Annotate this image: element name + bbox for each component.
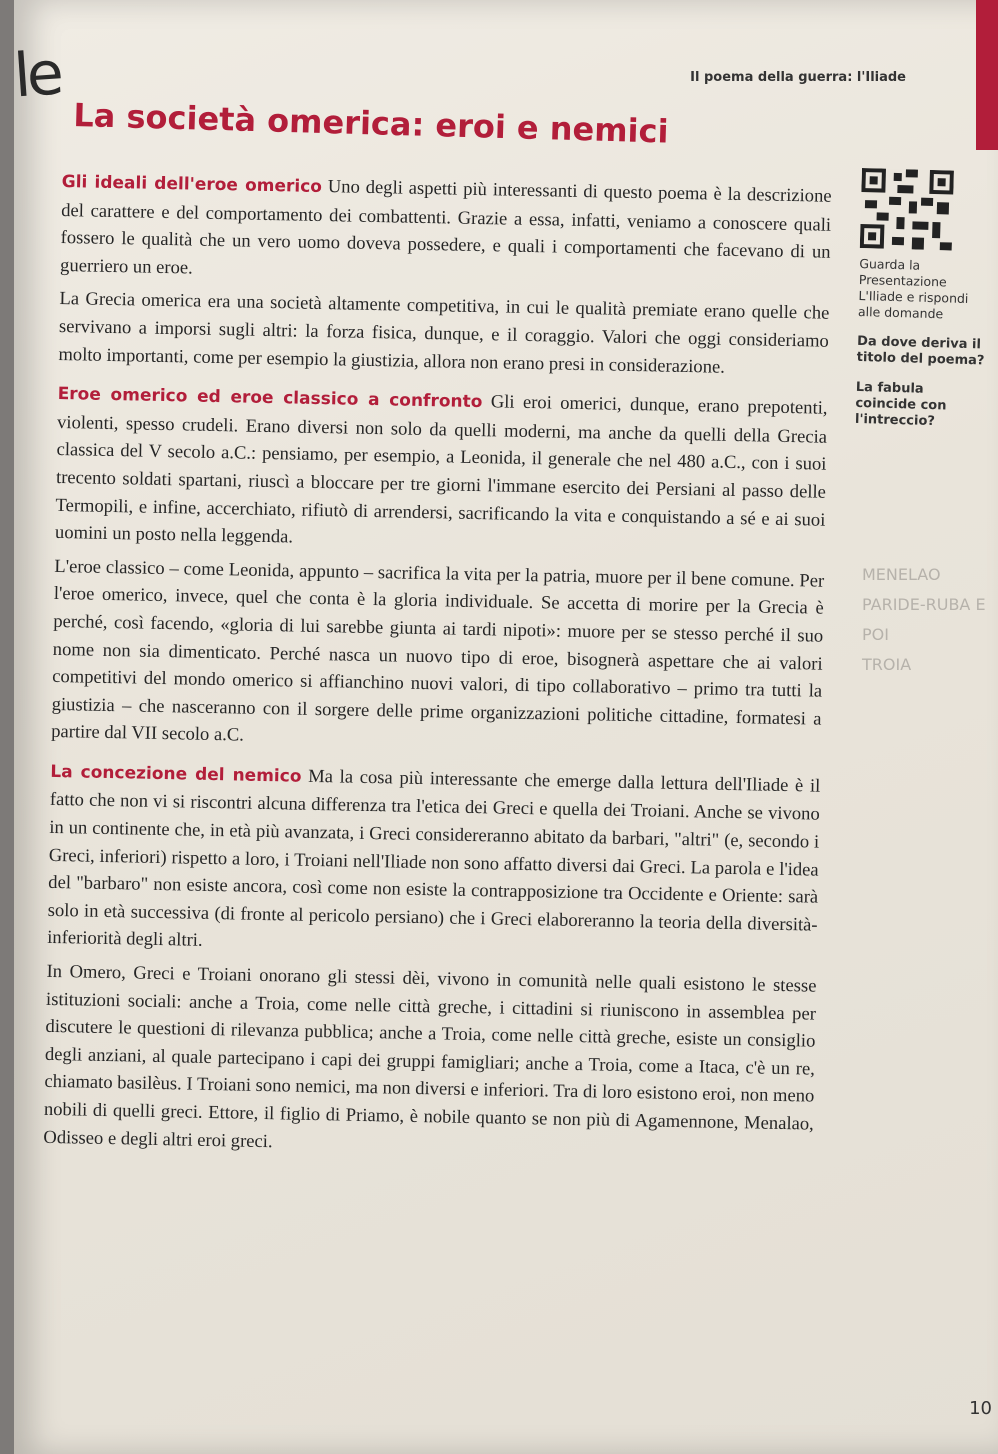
running-header: Il poema della guerra: l'Iliade (690, 70, 906, 85)
page-title: La società omerica: eroi e nemici (72, 96, 670, 151)
paragraph-confronto (55, 380, 828, 561)
paragraph-text: Ma la cosa più interessante che emerge dalla lettura dell'Iliade è il fatto che non vi si riscontri alcuna differenza tra l'etica dei Greci e quella dei Troiani. Anche se vivono in un continente che, in età più avanzata, i Greci considereranno abitato da barbari, "altri" (e, secondo i Greci, inferiori) rispetto a loro, i Troiani nell'Iliade non sono affatto diversi dai Greci. La parola e l'idea del "barbaro" non esiste ancora, così come non esiste la contrapposizione tra Occidente e Oriente: sarà solo in età successiva (di fronte al pericolo persiano) che i Greci elaboreranno la teoria della diversità-inferiorità degli altri. (47, 765, 821, 952)
facing-page-letters: le (11, 38, 62, 112)
paragraph-eroe-classico: L'eroe classico – come Leonida, appunto – sacrifica la vita per la patria, muore per il bene comune. Per l'eroe omerico, invece, quel che conta è la gloria individuale. Se accetta di morire per la Grecia è perché, così facendo, «gloria di lui sarebbe giunta ai tardi nipoti»: muore per se stesso perché il suo nome non sia dimenticato. Perché nasca un nuovo tipo di eroe, bisognerà aspettare che ai valori competitivi del mondo omerico si affianchino nuovi valori, di tipo collaborativo – primo tra tutti la giustizia – che nasceranno con il sorgere delle prime organizzazioni politiche cittadine, formatesi a partire dal VII secolo a.C. (50, 555, 825, 746)
pencil-notes (862, 560, 998, 680)
section-heading: La concezione del nemico (50, 761, 302, 787)
qr-code-icon[interactable] (860, 168, 954, 251)
sidebar-question-2: La fabula coincide con l'intreccio? (854, 379, 947, 430)
pencil-note: TROIA (862, 655, 912, 674)
page-number: 10 (969, 1398, 992, 1419)
qr-code-graphic (860, 168, 954, 251)
book-page (11, 0, 998, 1454)
chapter-color-tab (976, 0, 998, 150)
paragraph-grecia: La Grecia omerica era una società altamente competitiva, in cui le qualità premiate erano quelle che servivano a imporsi sugli altri: la forza fisica, dunque, e il coraggio. Valori che oggi consideriamo molto importanti, come per esempio la giustizia, allora non erano presi in considerazione. (58, 288, 830, 378)
body-text (43, 168, 832, 1172)
paragraph-text: Gli eroi omerici, dunque, erano prepotenti, violenti, spesso crudeli. Erano diversi non solo da quelli moderni, ma anche da quelli della Grecia classica del V secolo a.C.: pensiamo, per esempio, a Leonida, il generale che nel 480 a.C., con i suoi trecento soldati spartani, riuscì a bloccare per tre giorni l'immane esercito dei Persiani al passo delle Termopili, e infine, accerchiato, rifiutò di arrendersi, sacrificando la vita e conquistando a sé e ai suoi uomini un posto nella leggenda. (54, 391, 828, 548)
paragraph-omero: In Omero, Greci e Troiani onorano gli stessi dèi, vivono in comunità nelle quali esistono le stesse istituzioni sociali: anche a Troia, come nelle città greche, i cittadini si riuniscono in assemblea per discutere le questioni di rilevanza pubblica; anche a Troia, come nelle città greche, esiste un consiglio degli anziani, al quale partecipano i capi dei gruppi famigliari; anche a Troia, come a Itaca, c'è un re, chiamato basilèus. I Troiani sono nemici, ma non diversi e inferiori. Tra di loro esistono eroi, non meno nobili di quelli greci. Ettore, il figlio di Priamo, è nobile quanto se non più di Agamennone, Menalao, Odisseo e degli altri eroi greci. (43, 960, 817, 1152)
paragraph-ideali (60, 168, 832, 294)
pencil-note: MENELAO (862, 565, 941, 584)
sidebar-question-1: Da dove deriva il titolo del poema? (856, 333, 985, 369)
qr-caption: Guarda la Presentazione L'Iliade e rispondi alle domande (857, 255, 969, 322)
sidebar (854, 168, 992, 446)
paragraph-text: Uno degli aspetti più interessanti di questo poema è la descrizione del carattere e del comportamento dei combattenti. Grazie a essa, infatti, veniamo a conoscere quali fossero le qualità che un vero uomo doveva possedere, e quali i comportamenti che facevano di un guerriero un eroe. (59, 175, 832, 279)
section-heading: Gli ideali dell'eroe omerico (61, 171, 323, 197)
paragraph-nemico (47, 758, 821, 967)
pencil-note: POI (862, 625, 889, 644)
pencil-note: PARIDE-RUBA E (862, 595, 986, 614)
section-heading: Eroe omerico ed eroe classico a confronto (57, 384, 483, 413)
